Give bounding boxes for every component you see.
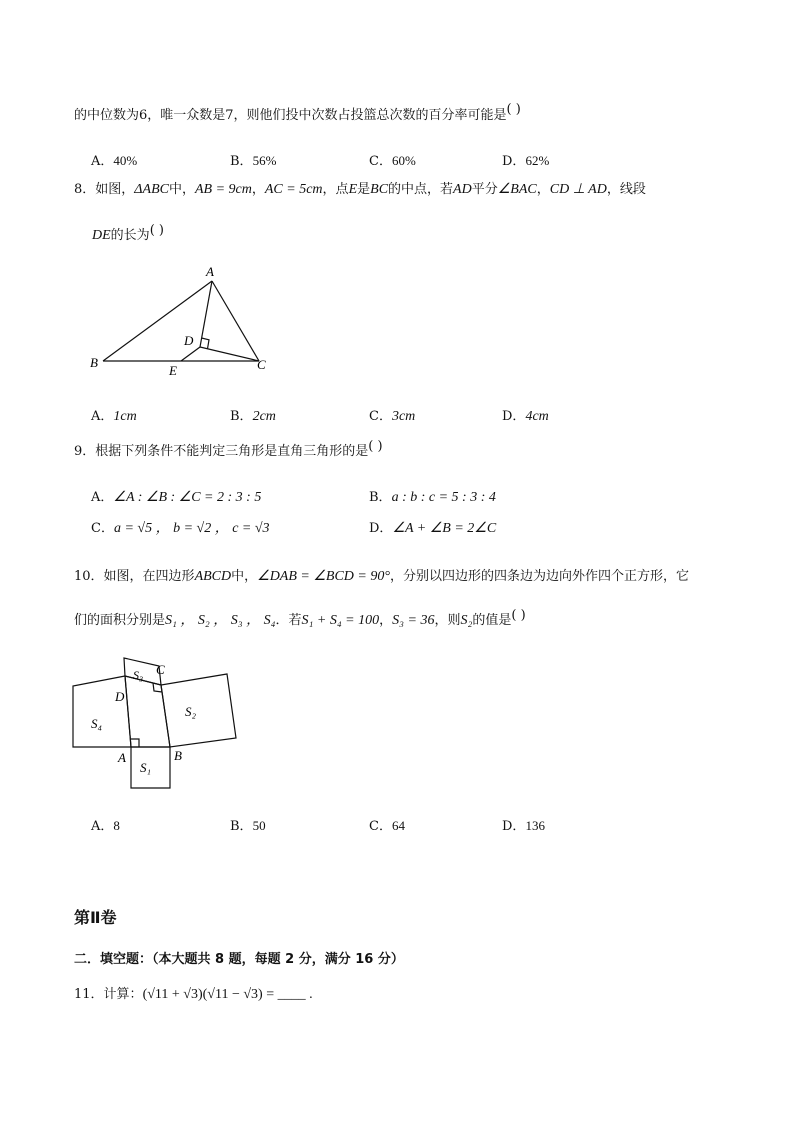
q11-number: 11． — [74, 987, 104, 1002]
label-a: A — [206, 264, 214, 279]
q10-option-b[interactable] — [230, 815, 266, 834]
label-s1: S₁ — [140, 760, 152, 775]
q8-text: 的长为 — [110, 228, 150, 243]
q10-option-a[interactable] — [91, 815, 120, 834]
label-c: C — [156, 662, 165, 677]
segment-cd — [200, 347, 259, 361]
option-value: 136 — [525, 818, 545, 833]
option-label: D． — [502, 409, 526, 424]
q10-number: 10． — [74, 569, 104, 584]
q8-text-line2 — [92, 224, 164, 244]
q11-expression: (√11 + √3)(√11 − √3) = ____ . — [142, 987, 313, 1002]
q10-squares-figure — [66, 652, 246, 797]
q8-text-line1 — [74, 178, 646, 198]
q7-option-d[interactable] — [502, 150, 549, 169]
option-label: D． — [502, 154, 526, 169]
option-value: 64 — [391, 818, 405, 833]
option-value: 2cm — [252, 409, 276, 424]
q8-text: 是 — [357, 182, 371, 197]
q10-text: ．若 — [275, 613, 302, 628]
segment-ac — [212, 281, 259, 361]
segment-ad — [200, 281, 212, 347]
q8-math: ∠BAC — [497, 182, 537, 197]
q7-text-line — [74, 104, 521, 123]
q10-option-c[interactable] — [369, 815, 405, 834]
label-s2: S₂ — [185, 704, 197, 719]
label-b: B — [90, 355, 98, 370]
q8-text: ，线段 — [606, 182, 646, 197]
label-b: B — [174, 748, 182, 763]
q9-option-c[interactable] — [91, 517, 270, 537]
option-label: B． — [230, 154, 253, 169]
q9-option-a[interactable] — [91, 486, 261, 506]
option-label: C． — [91, 521, 114, 536]
option-label: B． — [369, 490, 392, 505]
q10-option-d[interactable] — [502, 815, 545, 834]
option-value: 62% — [525, 153, 550, 168]
q10-math: S₁ ， S₂ ， S₃ ， S₄ — [165, 613, 276, 628]
q10-text: 如图，在四边形 — [103, 569, 195, 584]
option-value: a : b : c = 5 : 3 : 4 — [391, 490, 496, 505]
square-s4 — [73, 676, 131, 747]
option-label: A． — [91, 819, 114, 834]
option-value: 60% — [391, 153, 416, 168]
segment-ab — [103, 281, 212, 361]
option-value: 40% — [113, 153, 138, 168]
q7-option-b[interactable] — [230, 150, 276, 169]
q8-text: ， — [536, 182, 550, 197]
q9-option-d[interactable] — [369, 517, 496, 537]
option-value: 50 — [252, 818, 266, 833]
quadrilateral-abcd — [125, 676, 170, 747]
option-value: 4cm — [525, 409, 549, 424]
q10-text: 们的面积分别是 — [74, 613, 166, 628]
option-label: D． — [502, 819, 526, 834]
q11-text-line — [74, 983, 313, 1003]
label-s3: S₃ — [133, 668, 144, 682]
label-a: A — [118, 750, 126, 765]
q8-option-c[interactable] — [369, 405, 415, 425]
option-label: C． — [369, 819, 392, 834]
q9-text: 根据下列条件不能判定三角形是直角三角形的是 — [95, 444, 369, 459]
option-value: 56% — [252, 153, 277, 168]
q8-triangle-figure — [85, 262, 285, 382]
q7-answer-paren: ( ) — [506, 102, 521, 117]
q10-text-line2 — [74, 609, 526, 629]
q10-text: ， — [379, 613, 393, 628]
q10-math: S₂ — [460, 613, 473, 628]
option-label: C． — [369, 154, 392, 169]
q10-text: ，分别以四边形的四条边为边向外作四个正方形，它 — [389, 569, 689, 584]
q10-answer-paren: ( ) — [511, 608, 526, 623]
option-value: 8 — [113, 818, 120, 833]
option-value: a = √5 ， b = √2 ， c = √3 — [113, 521, 270, 536]
q8-option-b[interactable] — [230, 405, 276, 425]
q10-text-line1 — [74, 565, 689, 585]
option-value: 1cm — [113, 409, 137, 424]
q8-text: ，点 — [322, 182, 349, 197]
part2-heading: 二．填空题：（本大题共 8 题，每题 2 分，满分 16 分） — [74, 952, 404, 967]
label-d: D — [115, 689, 125, 704]
q8-math: AD — [453, 182, 472, 197]
q8-math: DE — [92, 228, 111, 243]
q8-math: ΔABC — [134, 182, 169, 197]
option-label: A． — [91, 490, 114, 505]
q8-text: 的中点，若 — [388, 182, 454, 197]
q8-math: CD ⊥ AD — [549, 182, 607, 197]
q10-text: ，则 — [434, 613, 461, 628]
q7-option-a[interactable] — [91, 150, 137, 169]
q10-math: ABCD — [194, 569, 232, 584]
q10-math: ∠DAB = ∠BCD = 90° — [257, 569, 390, 584]
option-value: ∠A : ∠B : ∠C = 2 : 3 : 5 — [113, 490, 262, 505]
q8-math: E — [348, 182, 358, 197]
q8-answer-paren: ( ) — [149, 223, 164, 238]
q10-math: S₃ = 36 — [392, 613, 435, 628]
option-label: D． — [369, 521, 393, 536]
square-s2 — [161, 674, 236, 747]
q8-option-a[interactable] — [91, 405, 137, 425]
label-c: C — [257, 357, 266, 372]
label-d: D — [184, 333, 194, 348]
q8-text: 如图， — [95, 182, 135, 197]
q8-math: AC = 5cm — [264, 182, 323, 197]
q9-option-b[interactable] — [369, 486, 496, 506]
q10-text: 中， — [231, 569, 258, 584]
label-s4: S₄ — [91, 716, 103, 731]
q9-answer-paren: ( ) — [368, 439, 383, 454]
q8-text: 中， — [168, 182, 195, 197]
q8-math: AB = 9cm — [194, 182, 252, 197]
option-label: B． — [230, 409, 253, 424]
q10-text: 的值是 — [472, 613, 512, 628]
label-e: E — [169, 363, 177, 378]
q8-text: 平分 — [471, 182, 498, 197]
option-label: B． — [230, 819, 253, 834]
segment-de — [181, 347, 200, 361]
option-label: A． — [91, 409, 114, 424]
option-value: ∠A + ∠B = 2∠C — [392, 521, 497, 536]
option-value: 3cm — [391, 409, 416, 424]
q9-text-line — [74, 440, 383, 459]
option-label: A． — [91, 154, 114, 169]
q8-option-d[interactable] — [502, 405, 549, 425]
q9-number: 9． — [74, 444, 96, 459]
section-title: 第Ⅱ卷 — [74, 908, 117, 927]
q11-text: 计算： — [103, 987, 143, 1002]
option-label: C． — [369, 409, 392, 424]
q8-text: ， — [251, 182, 265, 197]
q8-number: 8． — [74, 182, 96, 197]
q7-option-c[interactable] — [369, 150, 416, 169]
q7-text: 的中位数为6，唯一众数是7，则他们投中次数占投篮总次数的百分率可能是 — [74, 108, 507, 123]
right-angle-mark-a — [131, 739, 139, 747]
q8-math: BC — [370, 182, 389, 197]
q10-math: S₁ + S₄ = 100 — [301, 613, 380, 628]
